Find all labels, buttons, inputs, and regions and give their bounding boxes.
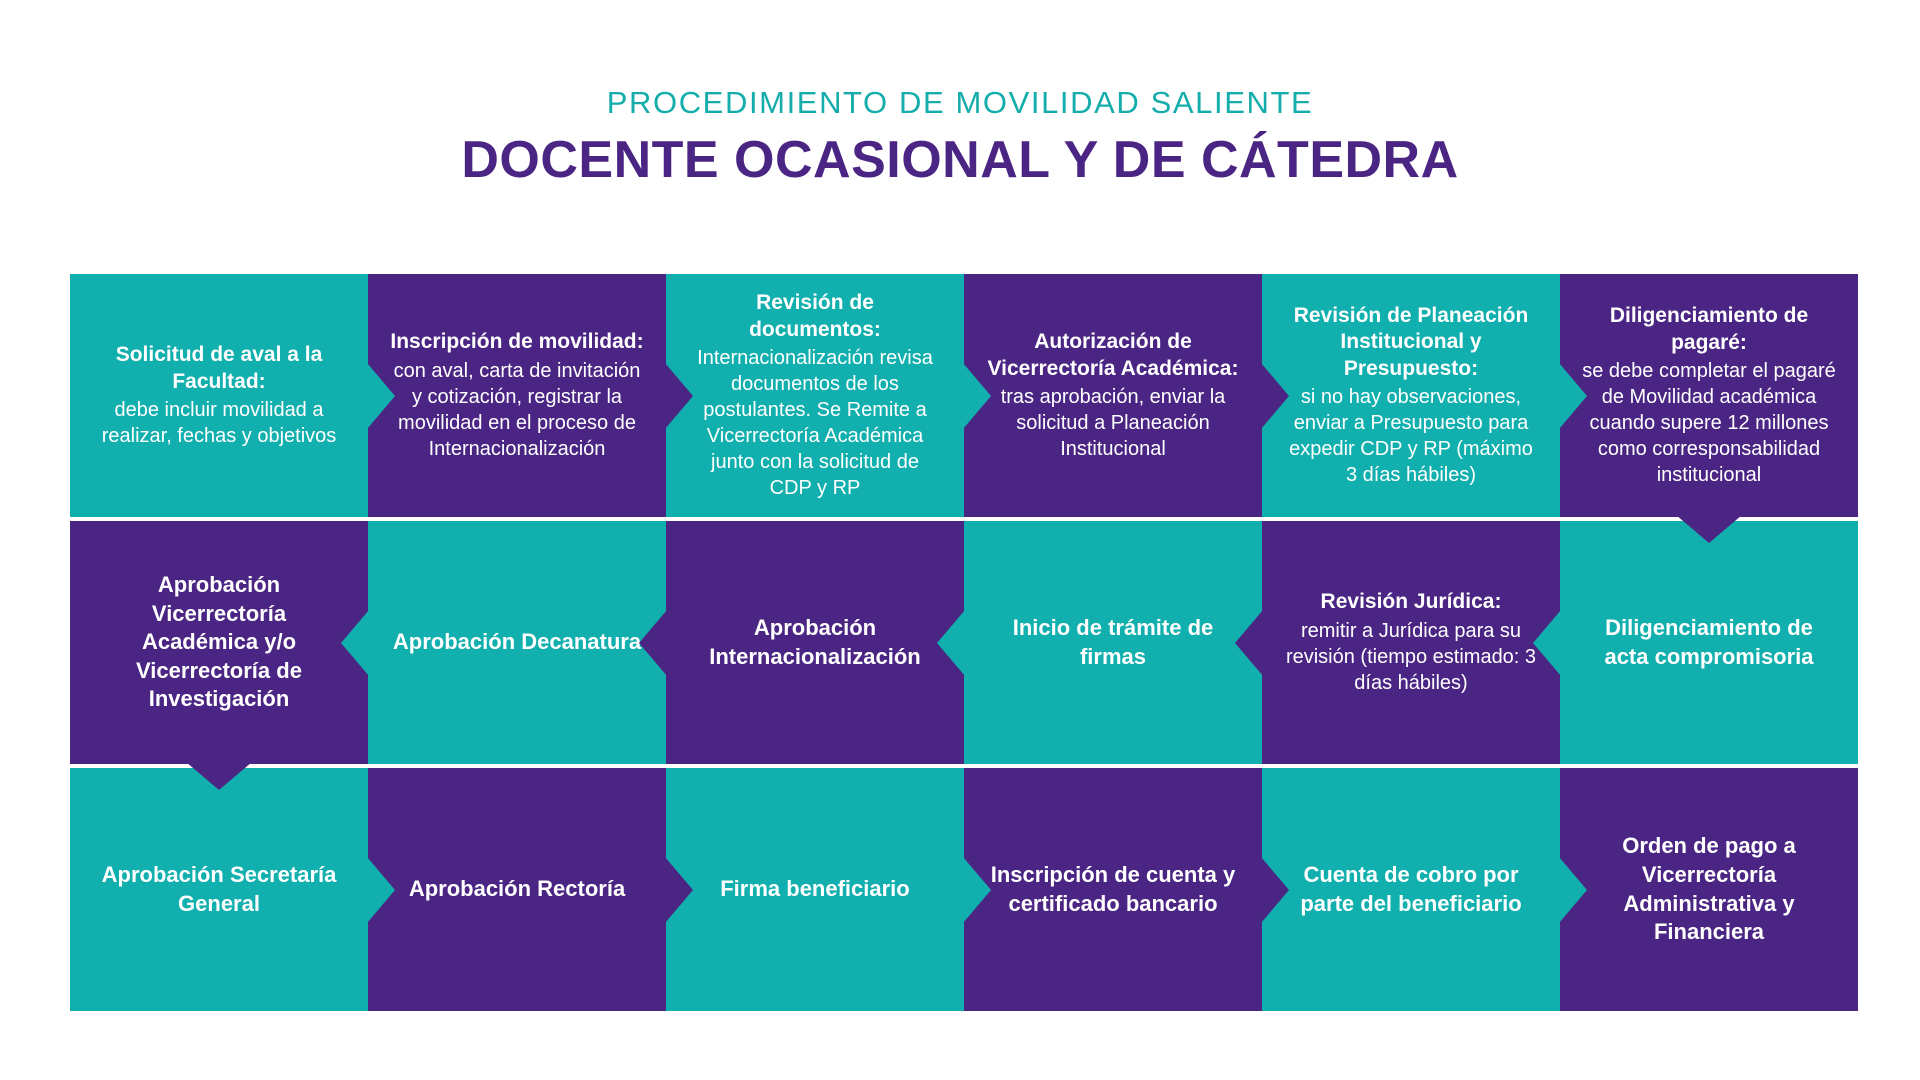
- process-step-description: se debe completar el pagaré de Movilidad académica cuando supere 12 millones como corresponsabilidad institucional: [1582, 359, 1836, 486]
- process-step-title: Diligenciamiento de pagaré:: [1609, 304, 1809, 354]
- process-step-title: Orden de pago a Vicerrectoría Administrativa y Financiera: [1622, 833, 1796, 945]
- process-step[interactable]: [70, 768, 368, 1011]
- process-step-title: Autorización de Vicerrectoría Académica:: [987, 330, 1239, 380]
- page-title: DOCENTE OCASIONAL Y DE CÁTEDRA: [461, 131, 1459, 190]
- page-header: [0, 0, 1920, 189]
- arrow-right-icon: [963, 857, 991, 923]
- process-step[interactable]: [666, 521, 964, 764]
- arrow-left-icon: [1235, 610, 1263, 676]
- process-step[interactable]: [1262, 521, 1560, 764]
- process-step[interactable]: [964, 274, 1262, 517]
- process-row: [70, 521, 1858, 764]
- process-step[interactable]: [368, 521, 666, 764]
- process-step-title: Diligenciamiento de acta compromisoria: [1604, 614, 1814, 669]
- arrow-left-icon: [639, 610, 667, 676]
- arrow-right-icon: [1261, 857, 1289, 923]
- process-step[interactable]: [70, 521, 368, 764]
- process-step-title: Aprobación Vicerrectoría Académica y/o Vicerrectoría de Investigación: [136, 572, 302, 712]
- arrow-left-icon: [1533, 610, 1561, 676]
- process-step-title: Revisión de Planeación Institucional y Presupuesto:: [1293, 304, 1529, 380]
- process-step[interactable]: [1262, 768, 1560, 1011]
- process-step-title: Aprobación Internacionalización: [709, 614, 921, 669]
- arrow-right-icon: [963, 363, 991, 429]
- arrow-right-icon: [367, 857, 395, 923]
- process-step-title: Aprobación Secretaría General: [101, 861, 337, 916]
- process-row: [70, 274, 1858, 517]
- page-eyebrow: PROCEDIMIENTO DE MOVILIDAD SALIENTE: [606, 85, 1314, 120]
- process-step-description: debe incluir movilidad a realizar, fechas y objetivos: [101, 398, 337, 447]
- process-flow: [70, 274, 1858, 1011]
- arrow-left-icon: [937, 610, 965, 676]
- process-step-title: Firma beneficiario: [720, 876, 910, 902]
- process-step[interactable]: [964, 768, 1262, 1011]
- arrow-down-icon: [186, 762, 252, 790]
- arrow-left-icon: [341, 610, 369, 676]
- process-step-description: remitir a Jurídica para su revisión (tiempo estimado: 3 días hábiles): [1285, 619, 1537, 694]
- process-step-title: Revisión Jurídica:: [1320, 590, 1502, 614]
- process-step-title: Revisión de documentos:: [749, 291, 881, 341]
- process-step[interactable]: [1560, 521, 1858, 764]
- process-step-title: Aprobación Decanatura: [392, 629, 642, 655]
- process-step[interactable]: [666, 768, 964, 1011]
- process-step[interactable]: [1560, 768, 1858, 1011]
- arrow-right-icon: [665, 363, 693, 429]
- arrow-down-icon: [1676, 515, 1742, 543]
- process-step[interactable]: [666, 274, 964, 517]
- process-step-description: con aval, carta de invitación y cotización, registrar la movilidad en el proceso de Internacionalización: [393, 359, 641, 460]
- process-step-title: Inscripción de cuenta y certificado bancario: [990, 861, 1236, 916]
- arrow-right-icon: [665, 857, 693, 923]
- process-step-title: Inscripción de movilidad:: [390, 330, 644, 354]
- process-step[interactable]: [964, 521, 1262, 764]
- process-step-description: si no hay observaciones, enviar a Presupuesto para expedir CDP y RP (máximo 3 días hábiles): [1289, 385, 1533, 486]
- process-step[interactable]: [1560, 274, 1858, 517]
- process-step[interactable]: [1262, 274, 1560, 517]
- process-step[interactable]: [368, 274, 666, 517]
- arrow-right-icon: [1261, 363, 1289, 429]
- arrow-right-icon: [367, 363, 395, 429]
- process-step-title: Aprobación Rectoría: [408, 876, 626, 902]
- process-step-description: tras aprobación, enviar la solicitud a Planeación Institucional: [1000, 385, 1226, 460]
- arrow-right-icon: [1559, 857, 1587, 923]
- process-step-title: Cuenta de cobro por parte del beneficiario: [1300, 861, 1522, 916]
- process-step-title: Inicio de trámite de firmas: [1012, 614, 1214, 669]
- process-step-title: Solicitud de aval a la Facultad:: [115, 343, 323, 393]
- process-step[interactable]: [70, 274, 368, 517]
- arrow-right-icon: [1559, 363, 1587, 429]
- process-step-description: Internacionalización revisa documentos de los postulantes. Se Remite a Vicerrectoría Académica junto con la solicitud de CDP y RP: [697, 346, 933, 499]
- process-step[interactable]: [368, 768, 666, 1011]
- process-row: [70, 768, 1858, 1011]
